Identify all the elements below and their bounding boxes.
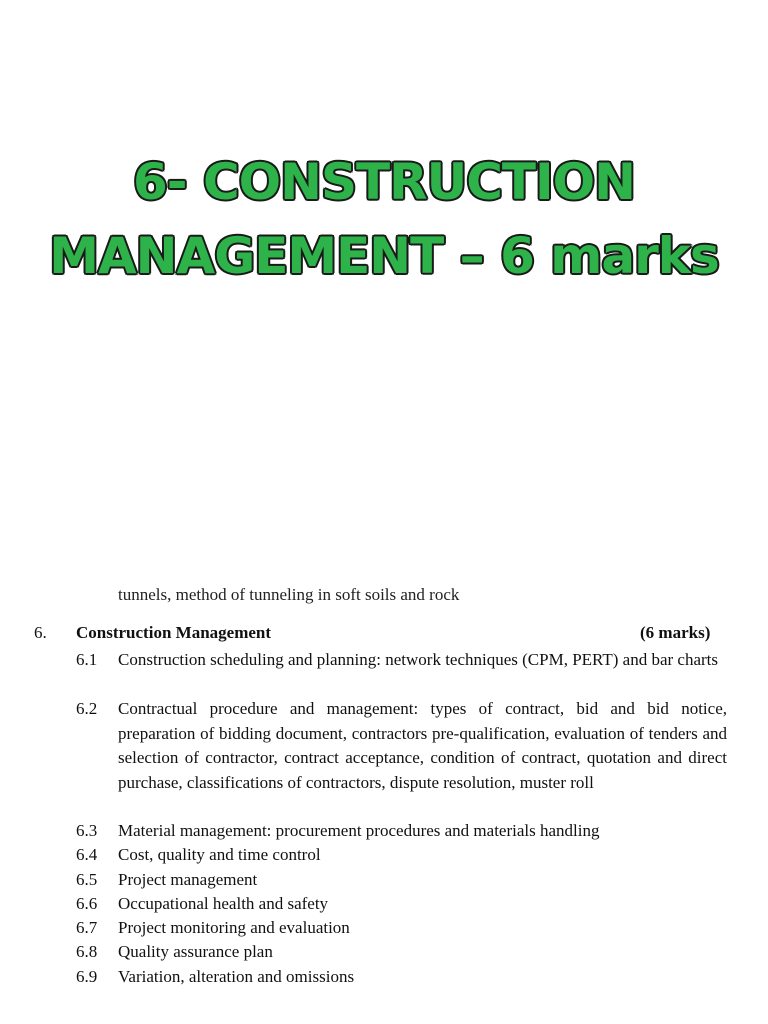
title-line-1: 6- CONSTRUCTION [133,153,635,211]
item-text: Variation, alteration and omissions [118,967,355,986]
item-text: Construction scheduling and planning: network techniques (CPM, PERT) and bar charts [118,650,719,669]
section-heading-row [0,623,768,647]
item-text: Project management [118,870,258,889]
item-number: 6.9 [76,967,98,986]
item-text: Material management: procurement procedures and materials handling [118,821,600,840]
item-number: 6.3 [76,821,98,840]
section-heading: Construction Management [76,623,272,642]
item-text: Project monitoring and evaluation [118,918,350,937]
item-number: 6.5 [76,870,98,889]
item-number: 6.1 [76,650,98,669]
section-marks: (6 marks) [640,623,711,642]
item-number: 6.6 [76,894,98,913]
title-line-2: MANAGEMENT – 6 marks [49,227,719,285]
item-text: Cost, quality and time control [118,845,321,864]
item-number: 6.2 [76,699,98,718]
item-text: Contractual procedure and management: types of contract, bid and bid notice, preparation of bidding document, contractors pre-qualification, evaluation of tenders and selection of contractor, contract acceptance, condition of contract, quotation and direct purchase, classifications of contractors, dispute resolution, muster roll [118,699,727,792]
clipped-text: tunnels, method of tunneling in soft soils and rock [118,585,460,604]
item-number: 6.4 [76,845,98,864]
clipped-previous-text [118,585,498,618]
page-title [0,145,768,293]
item-number: 6.7 [76,918,98,937]
item-text: Quality assurance plan [118,942,273,961]
section-number: 6. [34,623,47,642]
item-text: Occupational health and safety [118,894,329,913]
item-number: 6.8 [76,942,98,961]
